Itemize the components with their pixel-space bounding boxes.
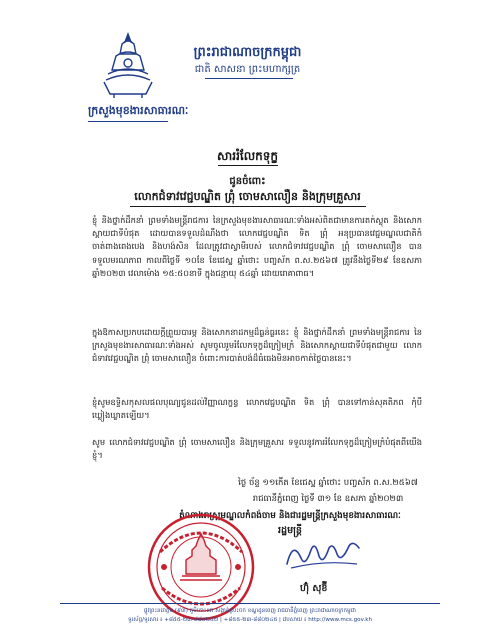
kingdom-title: ព្រះរាជាណាចក្រកម្ពុជា: [193, 45, 302, 60]
signatory-title: តំណាងរាស្ត្រមណ្ឌលកំពង់ចាម និងជារដ្ឋមន្ត្រីក្រសួងមុខងារសាធារណៈ: [179, 511, 401, 521]
kingdom-motto: ជាតិ សាសនា ព្រះមហាក្សត្រ: [194, 64, 301, 75]
official-seal-icon: [146, 512, 256, 622]
handwritten-signature-icon: [283, 534, 363, 574]
footer-address: ផ្លូវព្រះនរោត្តម (៩៣) ភូមិកោះនរា សង្កាត់ស្រះចក ខណ្ឌដូនពេញ រាជធានីភ្នំពេញ ព្រះរាជាណាចក្រកម្ពុជា: [144, 608, 356, 614]
recipient-underline: [130, 206, 366, 207]
paragraph-announcement: ខ្ញុំ និងថ្នាក់ដឹកនាំ ព្រមទាំងមន្ត្រីរាជការ នៃក្រសួងមុខងារសាធារណៈទាំងអស់ពិតជាមានការតក់ស្លុត និងសោកស្តាយជាទីបំផុត ដោយបានទទួលដំណឹងថា លោកវេជ្ជបណ្ឌិត ទិត ព្រុំ អនុប្រធានវេជ្ជមណ្ឌលជាតិកំចាត់ពាងពេងបេង និងហង់សិន ដែលត្រូវជាស្វាមីរបស់ លោកជំទាវវេជ្ជបណ្ឌិត ព្រុំ ចោមសាលឿន បានទទួលមរណភាព កាលពីថ្ងៃទី ១០ខែ ខែជេស្ឋ ឆ្នាំថោះ បញ្ចស័ក ព.ស.២៥៦៧ ត្រូវនឹងថ្ងៃទី២៩ ខែឧសភា ឆ្នាំ២០២៣ វេលាម៉ោង ១៥:៥០នាទី ក្នុងជន្មាយុ ៥៤ឆ្នាំ ដោយរោគាពាធ។: [92, 215, 422, 278]
signer-name: ហ៊ុំ សុខ៊ី: [300, 583, 328, 594]
kingdom-divider: [205, 78, 293, 79]
title-underline: [218, 165, 278, 166]
paragraph-closing: សូម លោកជំទាវវេជ្ជបណ្ឌិត ព្រុំ ចោមសាលឿន និងក្រុមគ្រួសារ ទទួលនូវការរំលែកទុក្ខដ៏ក្រៀមក្រំបំផុតពីយើងខ្ញុំ។: [92, 437, 422, 461]
ministry-name: ក្រសួងមុខងារសាធារណៈ: [88, 104, 189, 117]
solar-date: រាជធានីភ្នំពេញ ថ្ងៃទី ៣១ ខែ ឧសភា ឆ្នាំ២០២៣: [252, 494, 404, 504]
recipient-prefix: ជូនចំពោះ: [229, 176, 266, 187]
paragraph-merit: ខ្ញុំសូមឧទ្ទិសកុសលផលបុណ្យជូនដល់វិញ្ញាណក្ខន្ធ លោកវេជ្ជបណ្ឌិត ទិត ព្រុំ បានទៅកាន់សុគតិភព កុំបីឃ្លៀងឃ្លាតឡើយ។: [92, 397, 422, 421]
ministry-divider: [88, 121, 168, 122]
lunar-date: ថ្ងៃ ច័ន្ទ ១១កើត ខែជេស្ឋ ឆ្នាំថោះ បញ្ចស័ក ព.ស.២៥៦៧: [238, 478, 418, 488]
footer-contact[interactable]: ទូរស័ព្ទ/ទូរសារ ៖ +៨៥៥-២៣-៨៨០២៤២ | +៨៥៥-២៣-៨៨០២៤៥ | វេបសាយ ៖ http://www.mcs.gov.kh: [127, 617, 373, 623]
signatory-role: រដ្ឋមន្ត្រី: [278, 525, 302, 536]
paragraph-condolence: ក្នុងឱកាសប្រកបដោយក្តីព្រួយបារម្ភ និងសោកនាដកម្មដ៏ធ្ងន់ធ្ងរនេះ ខ្ញុំ និងថ្នាក់ដឹកនាំ ព្រមទាំងមន្ត្រីរាជការ នៃក្រសួងមុខងារសាធារណៈទាំងអស់ សូមចូលរួមរំលែកទុក្ខដ៏ក្រៀមក្រំ និងសោកស្តាយជាទីបំផុតជាមួយ លោកជំទាវវេជ្ជបណ្ឌិត ព្រុំ ចោមសាលឿន ចំពោះការបាត់បង់ដ៏ធំធេងមិនអាចកាត់ថ្លៃបាននេះ។: [92, 327, 422, 364]
footer-divider: [60, 603, 440, 604]
letter-title: សាររំលែកទុក្ខ: [217, 149, 278, 163]
recipient-name: លោកជំទាវវេជ្ជបណ្ឌិត ព្រុំ ចោមសាលឿន និងក្រុមគ្រួសារ: [134, 190, 361, 203]
